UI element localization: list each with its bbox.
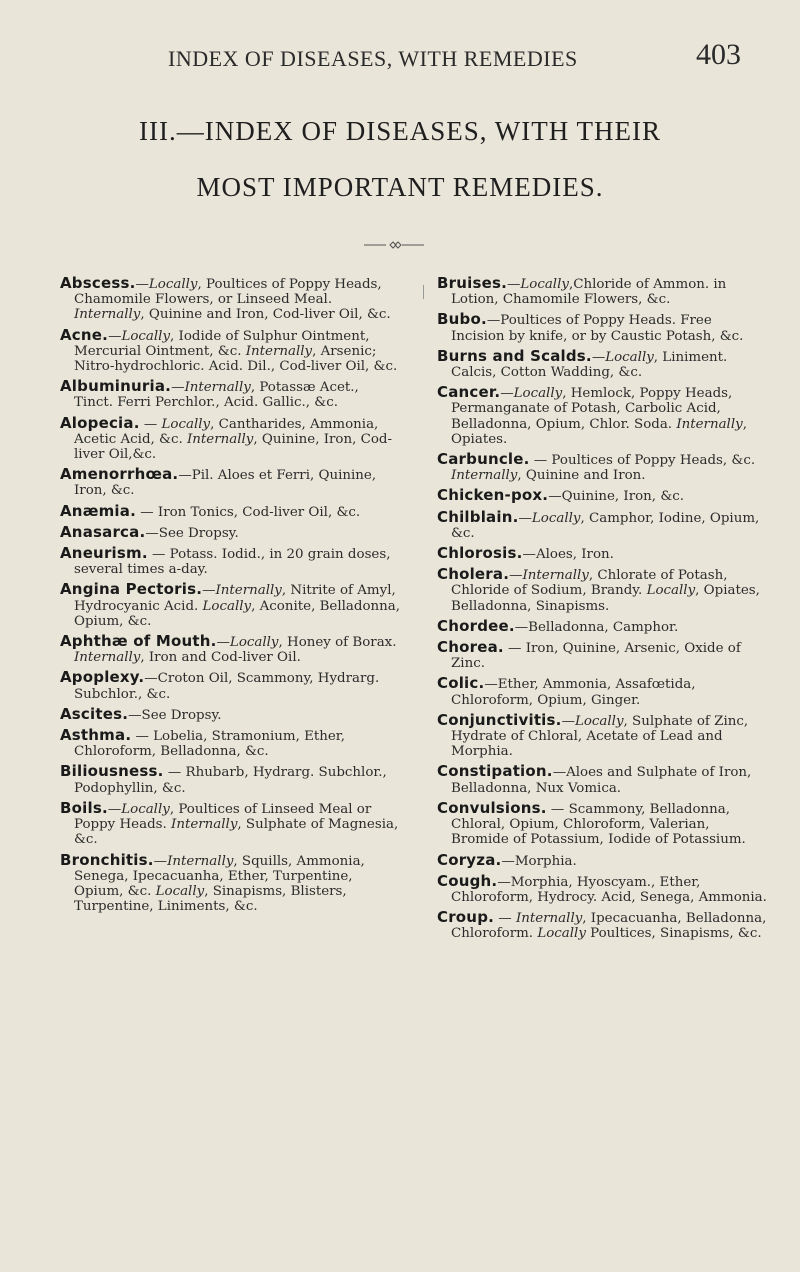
remedy-text: , Squills, Ammonia, Senega, Ipecacuanha, Ether, Turpentine, Opium, &c. — [74, 853, 365, 899]
disease-term: Chorea. — [437, 638, 504, 657]
remedy-text: , Nitrite of Amyl, Hydrocyanic Acid. — [74, 583, 396, 614]
remedy-text: — — [216, 635, 230, 651]
index-entry — [60, 764, 400, 795]
route-label: Internally — [245, 343, 313, 359]
index-entry — [60, 798, 400, 848]
remedy-text: — Poultices of Poppy Heads, &c. — [529, 453, 756, 469]
route-label: Internally — [74, 650, 141, 666]
route-label: Internally — [186, 431, 254, 447]
route-label: Internally — [215, 583, 282, 599]
remedy-text: , Potassæ Acet., Tinct. Ferri Perchlor., Acid. Gallic., &c. — [74, 380, 359, 411]
remedy-text: , Quinine and Iron, Cod-liver Oil, &c. — [140, 307, 391, 323]
remedy-text: —Aloes and Sulphate of Iron, Belladonna, Nux Vomica. — [451, 765, 752, 796]
route-label: Internally — [451, 468, 518, 484]
disease-term: Constipation. — [437, 762, 553, 781]
route-label: Internally — [74, 307, 141, 323]
remedy-text: — — [509, 568, 523, 584]
disease-term: Albuminuria. — [60, 377, 172, 396]
disease-term: Carbuncle. — [437, 450, 530, 469]
index-entry — [437, 616, 767, 635]
index-entry — [60, 522, 400, 541]
route-label: Locally — [537, 926, 586, 942]
disease-term: Chordee. — [437, 616, 515, 635]
index-entry — [437, 910, 767, 941]
index-entry — [437, 507, 767, 541]
remedy-text: , Iron and Cod-liver Oil. — [140, 650, 301, 666]
remedy-text: — Rhubarb, Hydrarg. Subchlor., Podophyllin, &c. — [74, 765, 387, 796]
index-entry — [437, 346, 767, 381]
route-label: Locally — [646, 583, 696, 599]
index-entry — [437, 546, 767, 562]
index-entry — [437, 676, 767, 707]
disease-term: Cholera. — [437, 565, 510, 584]
disease-term: Asthma. — [60, 726, 132, 745]
remedy-text: , Ipecacuanha, Belladonna, Chloroform. — [451, 911, 767, 942]
disease-term: Chicken-pox. — [437, 486, 549, 505]
index-entry — [437, 385, 767, 447]
disease-term: Acne. — [60, 325, 109, 344]
remedy-text: —Aloes, Iron. — [522, 547, 614, 563]
remedy-text: , Sulphate of Magnesia, &c. — [74, 817, 399, 848]
remedy-text: , Opiates. — [451, 416, 747, 447]
disease-term: Amenorrhœa. — [60, 465, 179, 484]
route-label: Internally — [522, 568, 589, 584]
disease-term: Conjunctivitis. — [437, 710, 562, 729]
disease-term: Alopecia. — [60, 413, 140, 432]
index-entry — [437, 640, 767, 671]
index-entry — [437, 710, 767, 760]
remedy-text: — — [561, 713, 575, 729]
index-entry — [60, 325, 400, 375]
index-entry — [60, 850, 400, 915]
index-entry — [437, 567, 767, 614]
remedy-text: — Potass. Iodid., in 20 grain doses, several times a-day. — [74, 547, 391, 578]
remedy-text: — — [108, 328, 122, 344]
disease-term: Bronchitis. — [60, 850, 154, 869]
disease-term: Abscess. — [60, 274, 136, 292]
main-title-line-2: MOST IMPORTANT REMEDIES. — [196, 172, 604, 202]
remedy-text: —See Dropsy. — [128, 707, 222, 723]
index-entry — [437, 871, 767, 905]
route-label: Internally — [676, 416, 743, 432]
disease-term: Anasarca. — [60, 522, 146, 541]
disease-term: Boils. — [60, 798, 108, 817]
remedy-text: — — [506, 277, 521, 292]
remedy-text: — — [139, 416, 162, 432]
index-entry — [60, 634, 400, 665]
remedy-text: , Sinapisms, Blisters, Turpentine, Liniments, &c. — [74, 883, 347, 915]
main-title-line-1: III.—INDEX OF DISEASES, WITH THEIR — [139, 116, 661, 146]
index-entry — [437, 312, 767, 343]
index-entry — [437, 764, 767, 795]
route-label: Locally — [148, 277, 198, 292]
disease-term: Colic. — [437, 674, 485, 693]
index-entry — [60, 467, 400, 498]
route-label: Locally — [605, 349, 654, 365]
ornament-rule-icon — [364, 240, 424, 250]
remedy-text: — — [171, 380, 185, 396]
remedy-text: —Morphia, Hyoscyam., Ether, Chloroform, Hydrocy. Acid, Senega, Ammonia. — [451, 874, 767, 905]
route-label: Internally — [167, 853, 234, 869]
running-title: INDEX OF DISEASES, WITH REMEDIES — [168, 46, 578, 71]
remedy-text: , Iodide of Sulphur Ointment, Mercurial Ointment, &c. — [74, 328, 370, 359]
disease-term: Cancer. — [437, 383, 501, 402]
index-entry — [60, 582, 400, 629]
remedy-text: — — [591, 349, 606, 365]
route-label: Locally — [121, 328, 171, 344]
route-label: Locally — [229, 635, 279, 651]
left-column — [60, 276, 400, 919]
route-label: Locally — [161, 416, 211, 432]
remedy-text: — — [494, 911, 516, 927]
remedy-text: , Quinine, Iron, Cod-liver Oil,&c. — [74, 431, 393, 463]
column-divider — [423, 285, 424, 299]
disease-term: Bruises. — [437, 274, 507, 292]
disease-term: Anæmia. — [60, 501, 136, 520]
index-entry — [437, 452, 767, 483]
disease-term: Aphthæ of Mouth. — [60, 632, 217, 651]
index-entry — [60, 501, 400, 520]
index-entry — [60, 276, 400, 323]
remedy-text: , Poultices of Poppy Heads, Chamomile Flowers, or Linseed Meal. — [74, 277, 382, 308]
remedy-text: — — [518, 510, 532, 526]
route-label: Locally — [513, 386, 563, 402]
disease-term: Chlorosis. — [437, 544, 523, 563]
index-entry — [437, 798, 767, 848]
running-head — [0, 38, 800, 78]
disease-term: Chilblain. — [437, 507, 519, 526]
remedy-text: , Sulphate of Zinc, Hydrate of Chloral, Acetate of Lead and Morphia. — [451, 713, 749, 760]
index-entry — [60, 728, 400, 759]
index-entry — [60, 670, 400, 701]
remedy-text: , Hemlock, Poppy Heads, Permanganate of Potash, Carbolic Acid, Belladonna, Opium, Chlor. Soda. — [451, 386, 733, 432]
disease-term: Croup. — [437, 908, 495, 927]
remedy-text: —Quinine, Iron, &c. — [548, 489, 684, 505]
remedy-text: — Lobelia, Stramonium, Ether, Chloroform, Belladonna, &c. — [74, 729, 345, 760]
remedy-text: , Poultices of Linseed Meal or Poppy Heads. — [74, 801, 372, 833]
index-entry — [437, 850, 767, 869]
route-label: Locally — [121, 801, 170, 817]
route-label: Locally — [520, 277, 569, 292]
index-entry — [60, 704, 400, 723]
remedy-text: — — [153, 853, 168, 869]
disease-term: Convulsions. — [437, 798, 547, 817]
remedy-text: —Belladonna, Camphor. — [514, 619, 679, 635]
remedy-text: —Croton Oil, Scammony, Hydrarg. Subchlor., &c. — [74, 671, 380, 702]
disease-term: Bubo. — [437, 310, 487, 329]
remedy-text: , Aconite, Belladonna, Opium, &c. — [74, 598, 401, 629]
remedy-text: —Poultices of Poppy Heads. Free Incision by knife, or by Caustic Potash, &c. — [451, 313, 744, 344]
disease-term: Cough. — [437, 871, 498, 890]
remedy-text: —Morphia. — [501, 853, 577, 869]
route-label: Locally — [531, 510, 581, 526]
index-entry — [60, 546, 400, 577]
disease-term: Coryza. — [437, 850, 502, 869]
route-label: Internally — [515, 911, 583, 927]
remedy-text: — — [500, 386, 514, 402]
route-label: Internally — [171, 817, 238, 833]
remedy-text: , Camphor, Iodine, Opium, &c. — [451, 510, 760, 541]
remedy-text: , Chlorate of Potash, Chloride of Sodium, Brandy. — [451, 568, 728, 599]
index-entry — [437, 488, 767, 504]
disease-term: Aneurism. — [60, 544, 148, 563]
remedy-text: — — [135, 277, 149, 292]
disease-term: Angina Pectoris. — [60, 580, 203, 599]
remedy-text: — — [107, 801, 122, 817]
index-entry — [60, 413, 400, 463]
route-label: Internally — [184, 380, 251, 396]
index-entry — [437, 276, 767, 307]
disease-term: Apoplexy. — [60, 668, 145, 687]
remedy-text: , Quinine and Iron. — [517, 468, 646, 484]
disease-term: Burns and Scalds. — [437, 346, 592, 365]
remedy-text: , Opiates, Belladonna, Sinapisms. — [451, 583, 760, 614]
remedy-text: , Honey of Borax. — [278, 635, 397, 651]
page-number: 403 — [696, 38, 741, 71]
remedy-text: —See Dropsy. — [145, 525, 239, 541]
right-column — [437, 276, 767, 947]
route-label: Locally — [202, 598, 252, 614]
remedy-text: — Iron Tonics, Cod-liver Oil, &c. — [136, 504, 361, 520]
route-label: Locally — [155, 883, 205, 899]
index-entry — [60, 379, 400, 410]
remedy-text: — Scammony, Belladonna, Chloral, Opium, Chloroform, Valerian, Bromide of Potassium, Iodide of Potassium. — [451, 801, 746, 848]
remedy-text: , Liniment. Calcis, Cotton Wadding, &c. — [451, 349, 728, 381]
remedy-text: —Ether, Ammonia, Assafœtida, Chloroform, Opium, Ginger. — [451, 677, 696, 708]
remedy-text: Poultices, Sinapisms, &c. — [585, 926, 762, 942]
remedy-text: —Pil. Aloes et Ferri, Quinine, Iron, &c. — [74, 468, 377, 499]
remedy-text: , Cantharides, Ammonia, Acetic Acid, &c. — [74, 416, 379, 447]
remedy-text: ,Chloride of Ammon. in Lotion, Chamomile Flowers, &c. — [451, 277, 727, 308]
remedy-text: — — [202, 583, 216, 599]
route-label: Locally — [574, 713, 624, 729]
disease-term: Ascites. — [60, 704, 129, 723]
remedy-text: — Iron, Quinine, Arsenic, Oxide of Zinc. — [451, 641, 741, 672]
disease-term: Biliousness. — [60, 762, 164, 781]
remedy-text: , Arsenic; Nitro-hydrochloric. Acid. Dil., Cod-liver Oil, &c. — [74, 343, 398, 375]
